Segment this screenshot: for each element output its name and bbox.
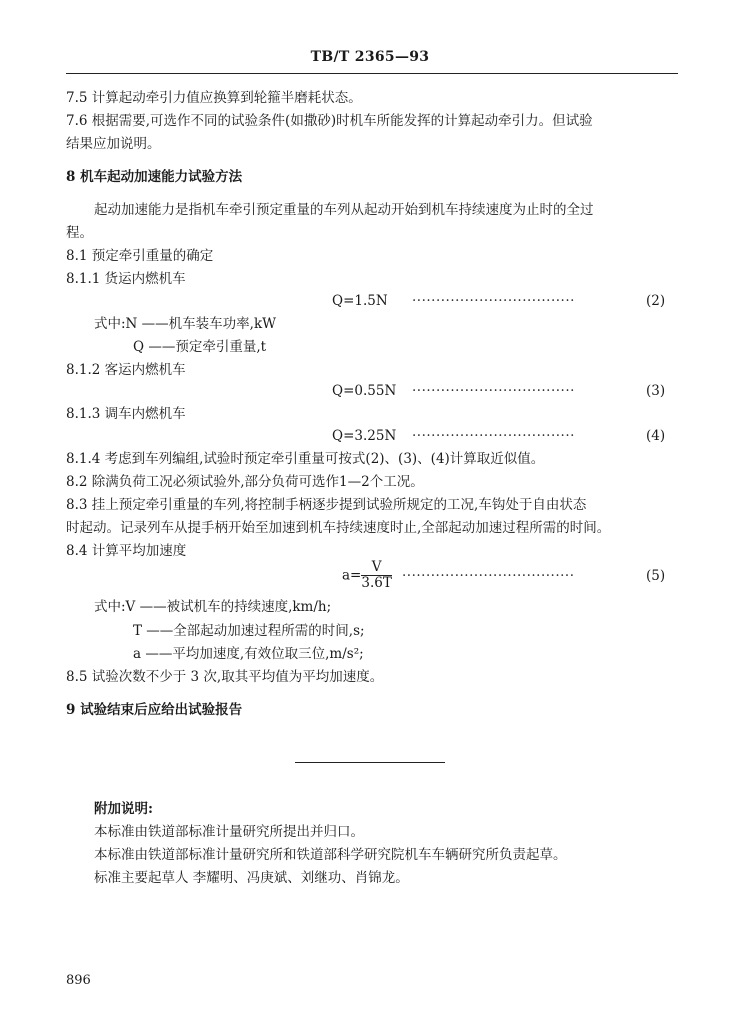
clause-7-5: 7.5 计算起动牵引力值应换算到轮箍半磨耗状态。 — [66, 90, 362, 106]
formula-5-denominator: 3.6T — [361, 575, 392, 591]
formula-5-lhs: a= — [342, 567, 362, 584]
formula-2-where-q: Q ——预定牵引重量,t — [133, 339, 267, 355]
end-rule — [295, 762, 445, 763]
formula-2-leader: ·································· — [412, 293, 575, 309]
para-8-line1: 起动加速能力是指机车牵引预定重量的车列从起动开始到机车持续速度为止时的全过 — [94, 202, 594, 218]
formula-3-number: (3) — [646, 383, 666, 399]
formula-5-where-a: a ——平均加速度,有效位取三位,m/s²; — [133, 646, 364, 662]
formula-5-number: (5) — [646, 568, 666, 584]
formula-5-numerator: V — [361, 560, 391, 576]
formula-5-where-t: T ——全部起动加速过程所需的时间,s; — [133, 623, 365, 639]
header-rule — [66, 73, 678, 74]
formula-2-expression: Q=1.5N — [332, 293, 388, 309]
section-8-heading: 8 机车起动加速能力试验方法 — [66, 169, 243, 185]
clause-8-1-1: 8.1.1 货运内燃机车 — [66, 271, 186, 287]
formula-2-number: (2) — [646, 293, 666, 309]
formula-2-where-n: 式中:N ——机车装车功率,kW — [94, 316, 276, 332]
para-8-line2: 程。 — [66, 225, 93, 241]
clause-8-1-2: 8.1.2 客运内燃机车 — [66, 362, 186, 378]
clause-8-1: 8.1 预定牵引重量的确定 — [66, 248, 214, 264]
clause-8-3-line2: 时起动。记录列车从提手柄开始至加速到机车持续速度时止,全部起动加速过程所需的时间。 — [66, 520, 611, 536]
additional-notes-title: 附加说明: — [94, 801, 153, 817]
clause-7-6-line1: 7.6 根据需要,可选作不同的试验条件(如撒砂)时机车所能发挥的计算起动牵引力。但试验 — [66, 113, 593, 129]
additional-note-3: 标准主要起草人 李耀明、冯庚斌、刘继功、肖锦龙。 — [94, 870, 409, 886]
formula-5 — [342, 560, 392, 591]
additional-note-2: 本标准由铁道部标准计量研究所和铁道部科学研究院机车车辆研究所负责起草。 — [94, 847, 567, 863]
clause-8-3-line1: 8.3 挂上预定牵引重量的车列,将控制手柄逐步提到试验所规定的工况,车钩处于自由状态 — [66, 497, 587, 513]
formula-3-leader: ·································· — [412, 383, 575, 399]
document-header: TB/T 2365—93 — [310, 49, 430, 65]
formula-5-leader: ···································· — [402, 568, 575, 584]
formula-3-expression: Q=0.55N — [332, 383, 397, 399]
section-9-heading: 9 试验结束后应给出试验报告 — [66, 702, 243, 718]
clause-8-1-4: 8.1.4 考虑到车列编组,试验时预定牵引重量可按式(2)、(3)、(4)计算取近似值。 — [66, 451, 545, 467]
formula-4-leader: ·································· — [412, 428, 575, 444]
clause-8-1-3: 8.1.3 调车内燃机车 — [66, 406, 186, 422]
formula-4-number: (4) — [646, 428, 666, 444]
formula-4-expression: Q=3.25N — [332, 428, 397, 444]
clause-8-5: 8.5 试验次数不少于 3 次,取其平均值为平均加速度。 — [66, 669, 384, 685]
clause-7-6-line2: 结果应加说明。 — [66, 136, 161, 152]
formula-5-where-v: 式中:V ——被试机车的持续速度,km/h; — [94, 599, 332, 615]
additional-note-1: 本标准由铁道部标准计量研究所提出并归口。 — [94, 824, 364, 840]
formula-5-fraction — [361, 560, 391, 591]
clause-8-2: 8.2 除满负荷工况必须试验外,部分负荷可选作1—2个工况。 — [66, 474, 424, 490]
page-number: 896 — [66, 973, 91, 988]
clause-8-4: 8.4 计算平均加速度 — [66, 543, 187, 559]
